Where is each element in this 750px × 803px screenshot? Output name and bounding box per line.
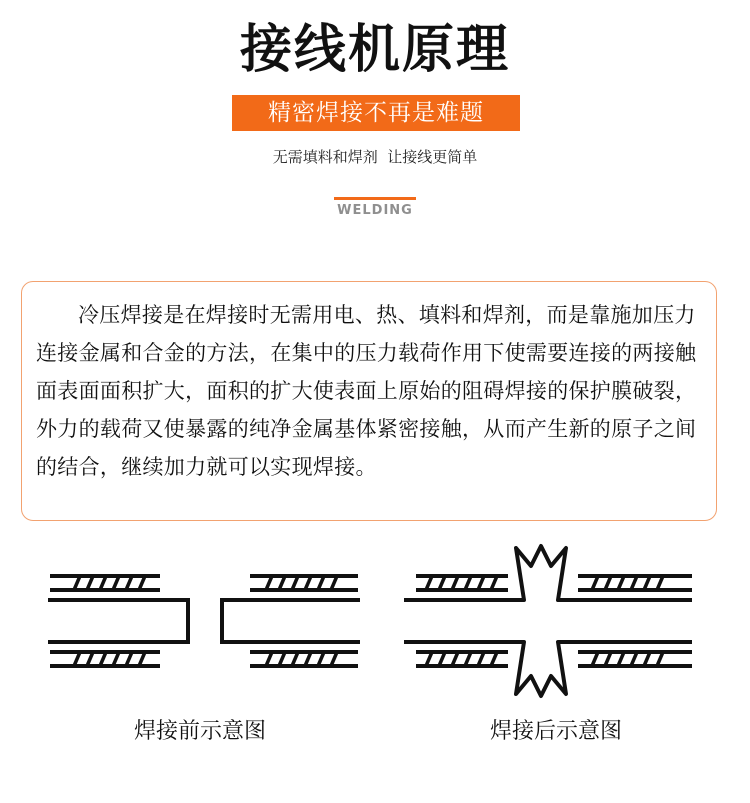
page-title: 接线机原理 <box>239 20 510 80</box>
tagline: 无需填料和焊剂 让接线更简单 <box>272 148 478 166</box>
welding-badge: WELDING <box>337 203 413 218</box>
after-welding-diagram <box>396 538 706 703</box>
description-text: 冷压焊接是在焊接时无需用电、热、填料和焊剂，而是靠施加压力连接金属和合金的方法，在集中的压力载荷作用下使需要连接的两接触面表面面积扩大，面积的扩大使表面上原始的阻碍焊接的保护膜破裂，外力的载荷又使暴露的纯净金属基体紧密接触，从而产生新的原子之间的结合，继续加力就可以实现焊接。 <box>36 303 697 479</box>
description-box <box>21 281 717 521</box>
before-caption: 焊接前示意图 <box>133 719 266 744</box>
accent-divider <box>334 197 416 200</box>
before-welding-diagram <box>40 538 365 688</box>
headline-banner: 精密焊接不再是难题 <box>232 95 520 131</box>
after-caption: 焊接后示意图 <box>489 719 622 744</box>
